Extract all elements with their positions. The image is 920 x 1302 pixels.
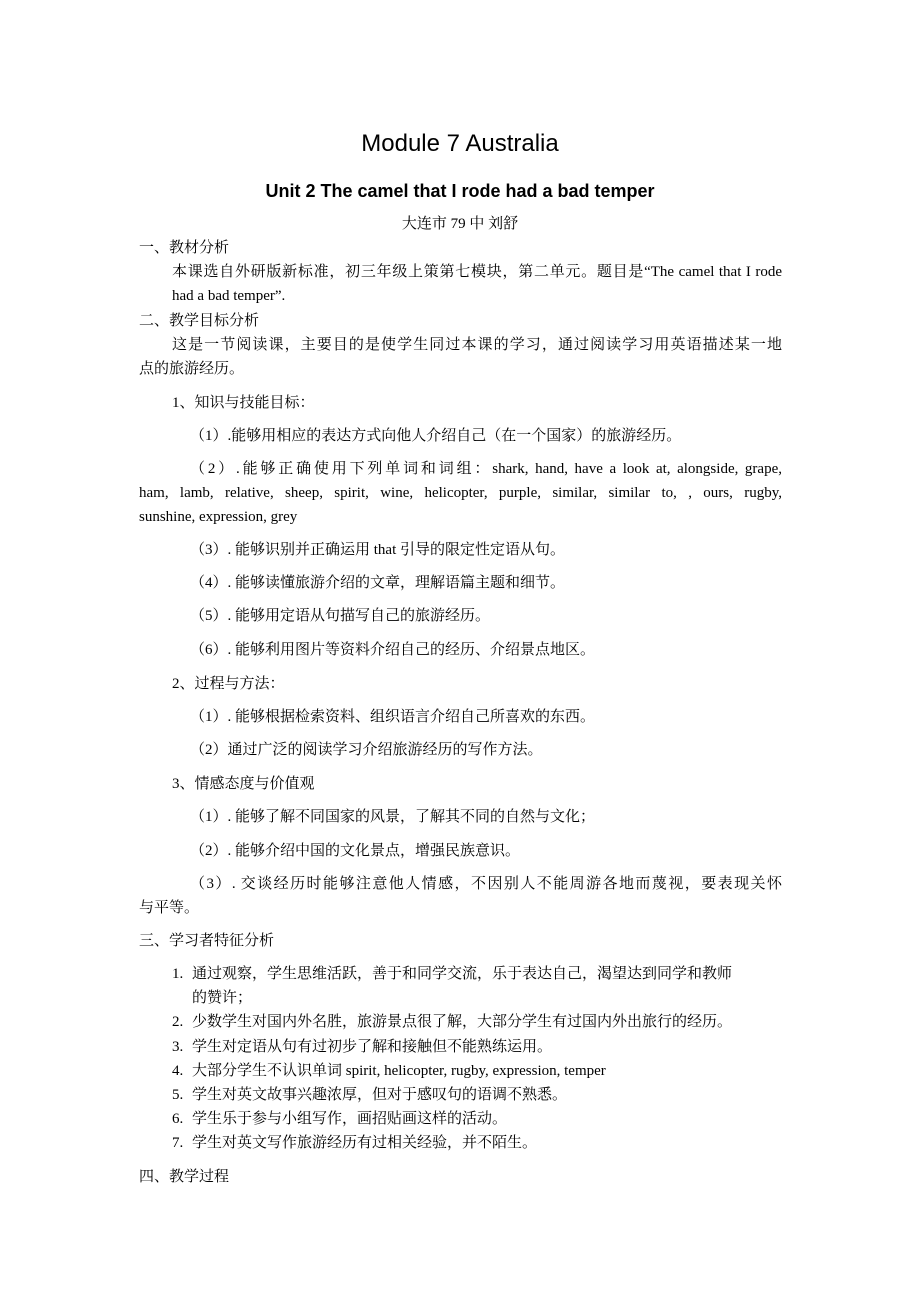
goal2-item1: （1）. 能够根据检索资料、组织语言介绍自己所喜欢的东西。	[190, 709, 596, 725]
goal3-item3-line1: （3）. 交谈经历时能够注意他人情感，不因别人不能周游各地而蔑视，要表现关怀	[190, 876, 782, 892]
goal1-item4: （4）. 能够读懂旅游介绍的文章，理解语篇主题和细节。	[190, 575, 566, 591]
section2-para-line1: 这是一节阅读课，主要目的是使学生同过本课的学习，通过阅读学习用英语描述某一地	[172, 337, 782, 353]
list-item	[172, 1035, 552, 1059]
author-line: 大连市 79 中 刘舒	[401, 216, 519, 232]
list-item-number: 7.	[172, 1135, 184, 1151]
goal3-heading: 3、情感态度与价值观	[172, 776, 315, 792]
unit-subtitle: Unit 2 The camel that I rode had a bad temper	[265, 181, 655, 201]
list-item-number: 2.	[172, 1014, 184, 1030]
goal1-heading: 1、知识与技能目标：	[172, 395, 315, 411]
list-item-text: 学生对英文故事兴趣浓厚，但对于感叹句的语调不熟悉。	[192, 1087, 568, 1103]
goal3-item2: （2）. 能够介绍中国的文化景点，增强民族意识。	[190, 843, 521, 859]
section1-heading: 一、教材分析	[139, 240, 230, 256]
goal2-item2: （2）通过广泛的阅读学习介绍旅游经历的写作方法。	[190, 742, 543, 758]
goal3-item1: （1）. 能够了解不同国家的风景，了解其不同的自然与文化；	[190, 809, 596, 825]
list-item	[172, 1083, 567, 1107]
section1-para-line2: had a bad temper”.	[172, 288, 286, 304]
list-item-text: 学生乐于参与小组写作，画招贴画这样的活动。	[192, 1111, 508, 1127]
list-item-text: 大部分学生不认识单词 spirit, helicopter, rugby, expression, temper	[192, 1063, 606, 1079]
list-item	[172, 1010, 732, 1034]
list-item	[172, 1107, 507, 1131]
list-item-number: 3.	[172, 1039, 184, 1055]
goal1-item2-line1: （2）.能够正确使用下列单词和词组：shark, hand, have a look at, alongside, grape,	[190, 461, 782, 477]
section1-para-line1: 本课选自外研版新标准，初三年级上策第七模块，第二单元。题目是“The camel that I rode	[172, 264, 782, 280]
list-item-number: 5.	[172, 1087, 184, 1103]
list-item	[172, 962, 784, 986]
goal3-item3-line2: 与平等。	[139, 900, 200, 916]
section2-heading: 二、教学目标分析	[139, 313, 260, 329]
goal1-item2-line3: sunshine, expression, grey	[139, 509, 298, 525]
list-item-text: 少数学生对国内外名胜，旅游景点很了解，大部分学生有过国内外出旅行的经历。	[192, 1014, 733, 1030]
list-item-text: 学生对英文写作旅游经历有过相关经验，并不陌生。	[192, 1135, 538, 1151]
section3-heading: 三、学习者特征分析	[139, 933, 275, 949]
goal1-item3: （3）. 能够识别并正确运用 that 引导的限定性定语从句。	[190, 542, 565, 558]
list-item-number: 6.	[172, 1111, 184, 1127]
list-item-text: 学生对定语从句有过初步了解和接触但不能熟练运用。	[192, 1039, 553, 1055]
list-item-number: 1.	[172, 966, 184, 982]
goal1-item6: （6）. 能够利用图片等资料介绍自己的经历、介绍景点地区。	[190, 642, 596, 658]
list-item	[172, 1059, 606, 1083]
section2-para-line2: 点的旅游经历。	[139, 361, 245, 377]
goal1-item2-line2: ham, lamb, relative, sheep, spirit, wine, helicopter, purple, similar, similar to, , ours, rugby,	[139, 485, 782, 501]
list-item-continuation: 的赞许；	[192, 990, 253, 1006]
goal1-item1: （1）.能够用相应的表达方式向他人介绍自己（在一个国家）的旅游经历。	[190, 428, 682, 444]
list-item-number: 4.	[172, 1063, 184, 1079]
section4-heading: 四、教学过程	[139, 1169, 230, 1185]
list-item-text: 通过观察，学生思维活跃，善于和同学交流，乐于表达自己，渴望达到同学和教师	[192, 966, 733, 982]
module-title: Module 7 Australia	[361, 130, 559, 157]
goal2-heading: 2、过程与方法：	[172, 676, 285, 692]
goal1-item5: （5）. 能够用定语从句描写自己的旅游经历。	[190, 608, 491, 624]
list-item	[172, 1131, 537, 1155]
